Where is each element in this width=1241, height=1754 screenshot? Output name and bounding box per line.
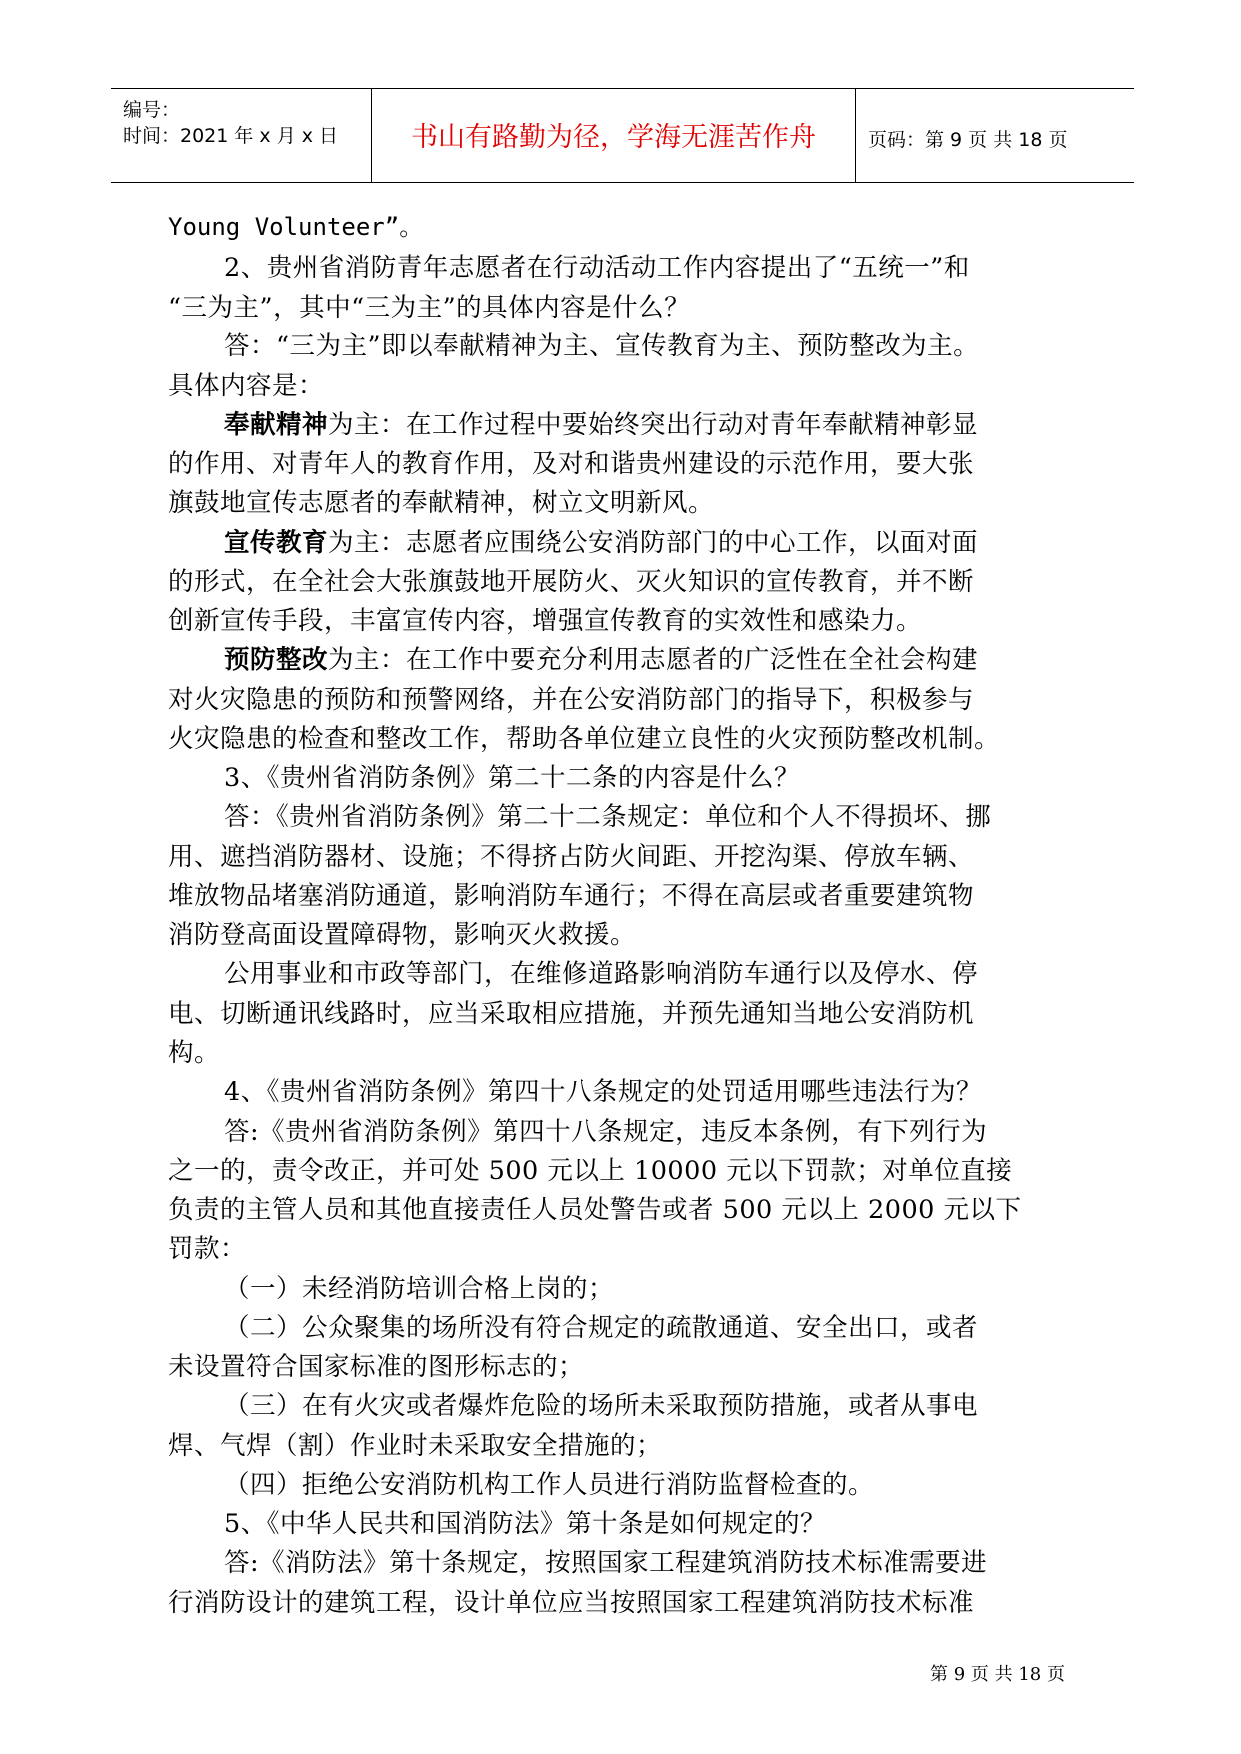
answer-3: 答：《贵州省消防条例》第二十二条规定：单位和个人不得损坏、挪 [224, 802, 992, 832]
document-time-label: 时间：2021 年 x 月 x 日 [123, 125, 339, 147]
header-motto-cell [372, 89, 856, 182]
term-dedication: 奉献精神 [224, 410, 329, 440]
term-publicity: 宣传教育 [224, 528, 329, 558]
header-page-cell [856, 89, 1134, 182]
text-line: 用、遮挡消防器材、设施；不得挤占防火间距、开挖沟渠、停放车辆、 [168, 842, 975, 872]
answer-2: 答：“三为主”即以奉献精神为主、宣传教育为主、预防整改为主。 [224, 331, 980, 361]
text-line: 具体内容是： [168, 371, 325, 401]
list-item: （一）未经消防培训合格上岗的； [224, 1274, 615, 1304]
text-line: 对火灾隐患的预防和预警网络，并在公安消防部门的指导下，积极参与 [168, 685, 975, 715]
text-line: 火灾隐患的检查和整改工作，帮助各单位建立良性的火灾预防整改机制。 [168, 724, 1001, 754]
paragraph-publicity [224, 528, 979, 558]
list-item: （三）在有火灾或者爆炸危险的场所未采取预防措施，或者从事电 [224, 1391, 979, 1421]
term-prevention: 预防整改 [224, 645, 329, 675]
question-4: 4、《贵州省消防条例》第四十八条规定的处罚适用哪些违法行为？ [224, 1077, 982, 1107]
text-span: 为主：在工作过程中要始终突出行动对青年奉献精神彰显 [328, 410, 979, 440]
answer-5: 答:《消防法》第十条规定，按照国家工程建筑消防技术标准需要进 [224, 1548, 988, 1578]
answer-4: 答:《贵州省消防条例》第四十八条规定，违反本条例，有下列行为 [224, 1117, 988, 1147]
text-line: 构。 [168, 1038, 221, 1068]
paragraph-prevention [224, 645, 979, 675]
text-span: 为主：在工作中要充分利用志愿者的广泛性在全社会构建 [328, 645, 979, 675]
text-line: 消防登高面设置障碍物，影响灭火救援。 [168, 920, 637, 950]
question-5: 5、《中华人民共和国消防法》第十条是如何规定的？ [224, 1509, 826, 1539]
header-motto: 书山有路勤为径，学海无涯苦作舟 [411, 122, 816, 153]
text-line: 的形式，在全社会大张旗鼓地开展防火、灭火知识的宣传教育，并不断 [168, 567, 975, 597]
page-header [111, 88, 1134, 183]
text-line: 之一的，责令改正，并可处 500 元以上 10000 元以下罚款；对单位直接 [168, 1156, 1013, 1186]
question-3: 3、《贵州省消防条例》第二十二条的内容是什么？ [224, 763, 800, 793]
header-page-info: 页码：第 9 页 共 18 页 [868, 129, 1068, 151]
text-span: 为主：志愿者应围绕公安消防部门的中心工作，以面对面 [328, 528, 979, 558]
list-item: （四）拒绝公安消防机构工作人员进行消防监督检查的。 [224, 1470, 875, 1500]
text-line: 罚款： [168, 1234, 247, 1264]
text-line: 的作用、对青年人的教育作用，及对和谐贵州建设的示范作用，要大张 [168, 449, 975, 479]
header-meta-cell [111, 89, 372, 182]
text-line: 创新宣传手段，丰富宣传内容，增强宣传教育的实效性和感染力。 [168, 606, 923, 636]
text-line: 公用事业和市政等部门，在维修道路影响消防车通行以及停水、停 [224, 959, 979, 989]
text-line: 行消防设计的建筑工程，设计单位应当按照国家工程建筑消防技术标准 [168, 1588, 975, 1618]
text-line: 焊、气焊（割）作业时未采取安全措施的； [168, 1431, 663, 1461]
question-2: 2、贵州省消防青年志愿者在行动活动工作内容提出了“五统一”和 [224, 253, 970, 283]
text-line: 负责的主管人员和其他直接责任人员处警告或者 500 元以上 2000 元以下 [168, 1195, 1022, 1225]
text-line: 未设置符合国家标准的图形标志的； [168, 1352, 585, 1382]
text-line: 电、切断通讯线路时，应当采取相应措施，并预先通知当地公安消防机 [168, 999, 975, 1029]
document-number-label: 编号： [123, 99, 181, 121]
page-footer: 第 9 页 共 18 页 [930, 1664, 1065, 1685]
text-line: Young Volunteer”。 [168, 213, 424, 241]
text-line: 堆放物品堵塞消防通道，影响消防车通行；不得在高层或者重要建筑物 [168, 881, 975, 911]
list-item: （二）公众聚集的场所没有符合规定的疏散通道、安全出口，或者 [224, 1313, 979, 1343]
text-line: 旗鼓地宣传志愿者的奉献精神，树立文明新风。 [168, 488, 715, 518]
text-line: “三为主”，其中“三为主”的具体内容是什么？ [168, 293, 691, 323]
paragraph-dedication [224, 410, 979, 440]
